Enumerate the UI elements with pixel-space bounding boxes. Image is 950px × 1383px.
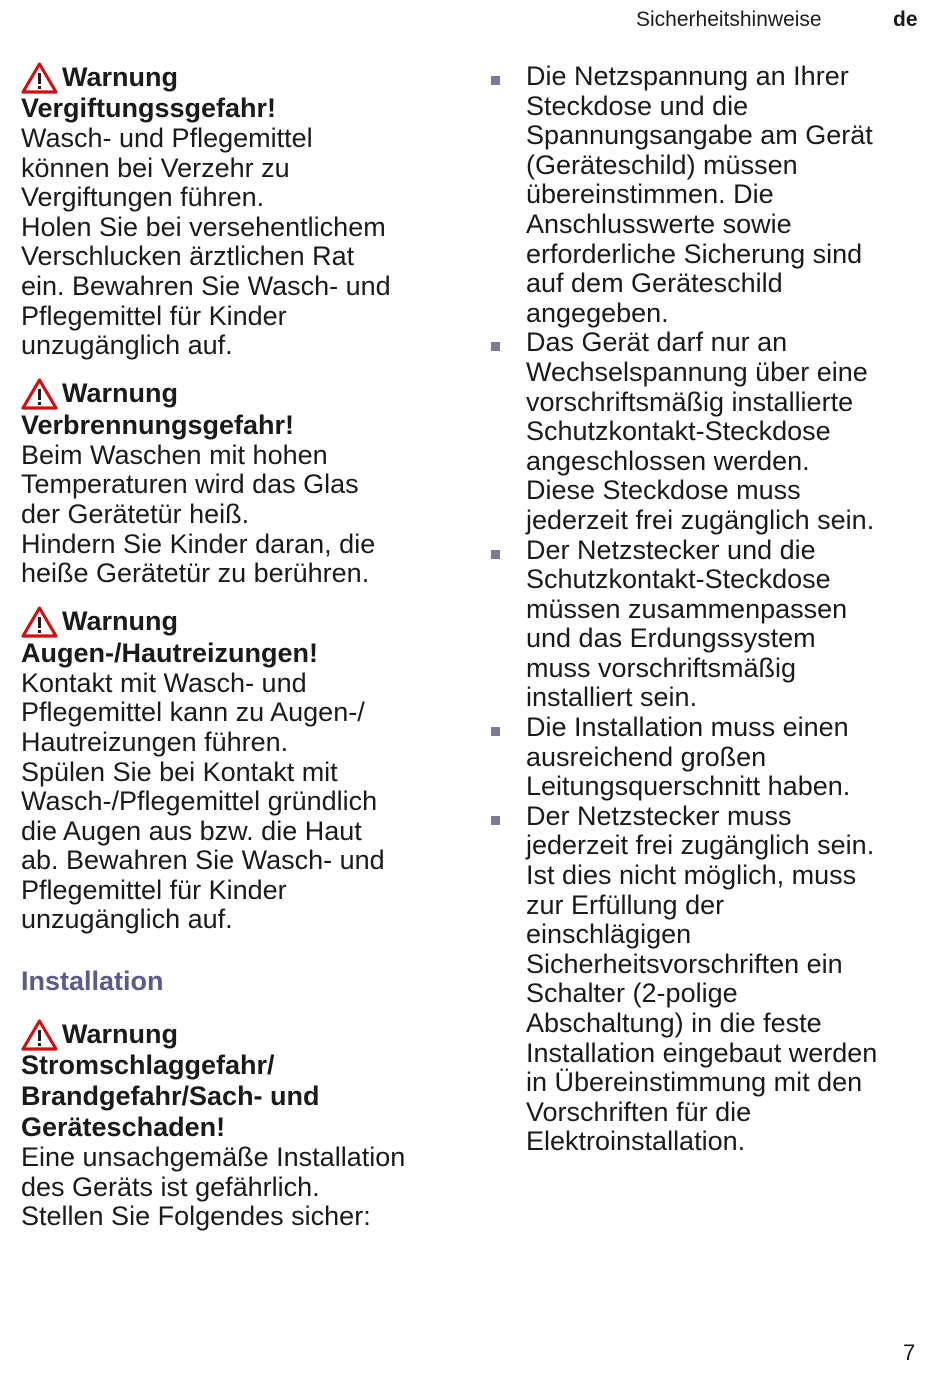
warning-triangle-icon [21,606,58,638]
warning-triangle-icon [21,1019,58,1051]
bullet-square-icon [491,550,500,559]
warning-label: Warnung [62,378,178,409]
warning-triangle-icon [21,378,58,410]
warning-body: Kontakt mit Wasch- und Pflegemittel kann zu Augen-/ Hautreizungen führen. Spülen Sie bei Kontakt mit Wasch-/Pflegemittel gründlich die Augen aus bzw. die Haut ab. Bewahren Sie Wasch- und Pflegemittel für Kinder unzugänglich auf. [21,667,385,935]
warning-body: Wasch- und Pflegemittel können bei Verzehr zu Vergiftungen führen. Holen Sie bei versehentlichem Verschlucken ärztlichen Rat ein. Bewahren Sie Wasch- und Pflegemittel für Kinder unzugänglich auf. [21,123,391,361]
bullet-square-icon [491,727,500,736]
warning-burn [21,379,451,589]
section-heading-installation: Installation [21,966,164,997]
list-item: Der Netzstecker und die Schutzkontakt-Steckdose müssen zusammenpassen und das Erdungssystem muss vorschriftsmäßig installiert sein. [490,536,930,714]
warning-title-line: Geräteschaden! [21,1112,226,1143]
warning-poisoning [21,62,451,361]
bullet-square-icon [491,342,500,351]
language-code: de [893,8,918,31]
left-column [21,62,451,1250]
page-header [0,8,950,34]
warning-title: Verbrennungsgefahr! [21,409,295,440]
warning-title: Vergiftungssgefahr! [21,93,277,123]
list-item: Das Gerät darf nur an Wechselspannung über eine vorschriftsmäßig installierte Schutzkontakt-Steckdose angeschlossen werden. Diese Steckdose muss jederzeit frei zugänglich sein. [490,328,930,535]
warning-label: Warnung [62,61,178,92]
right-column [490,62,930,1157]
warning-triangle-icon [21,62,58,94]
warning-body: Beim Waschen mit hohen Temperaturen wird das Glas der Gerätetür heiß. Hindern Sie Kinder daran, die heiße Gerätetür zu berühren. [21,439,376,589]
warning-body: Eine unsachgemäße Installation des Geräts ist gefährlich. Stellen Sie Folgendes sicher: [21,1142,406,1232]
section-title: Sicherheitshinweise [636,8,822,31]
warning-irritation [21,607,451,935]
warning-title: Augen-/Hautreizungen! [21,637,318,668]
list-item: Die Installation muss einen ausreichend großen Leitungsquerschnitt haben. [490,713,930,802]
bullet-square-icon [491,816,500,825]
warning-label: Warnung [62,1018,178,1049]
list-item: Die Netzspannung an Ihrer Steckdose und die Spannungsangabe am Gerät (Geräteschild) müssen übereinstimmen. Die Anschlusswerte sowie erforderliche Sicherung sind auf dem Geräteschild angegeben. [490,62,930,328]
warning-label: Warnung [62,606,178,637]
warning-electric-shock [21,1019,451,1232]
page-number: 7 [903,1340,916,1365]
warning-title-line: Brandgefahr/Sach- und [21,1081,320,1112]
warning-title-line: Stromschlaggefahr/ [21,1050,275,1081]
list-item: Der Netzstecker muss jederzeit frei zugänglich sein. Ist dies nicht möglich, muss zur Erfüllung der einschlägigen Sicherheitsvorschriften ein Schalter (2-polige Abschaltung) in die feste Installation eingebaut werden in Übereinstimmung mit den Vorschriften für die Elektroinstallation. [490,802,930,1157]
installation-requirements-list [490,62,930,1157]
bullet-square-icon [491,76,500,85]
